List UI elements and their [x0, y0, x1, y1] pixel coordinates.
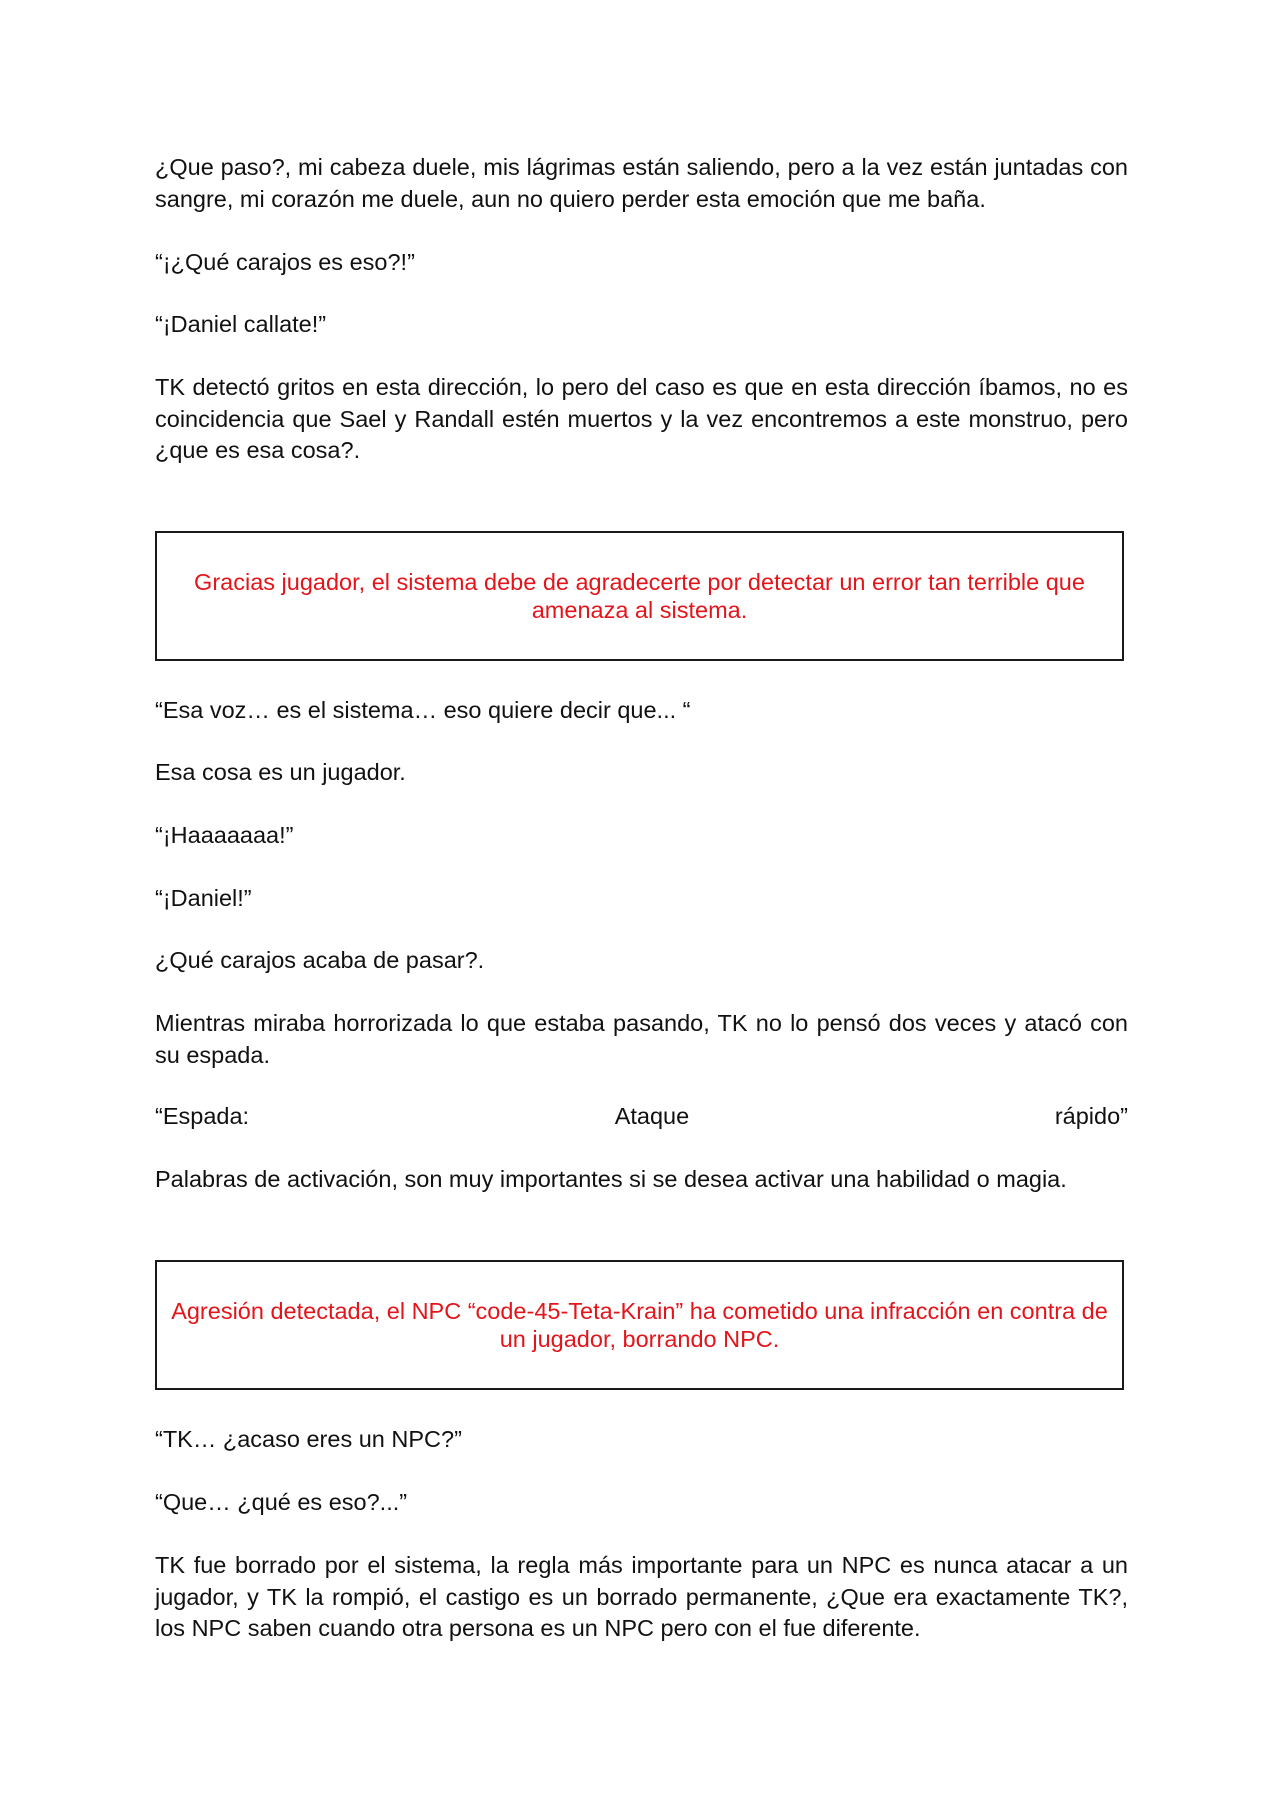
dialogue-3: “Esa voz… es el sistema… eso quiere decir que... “	[155, 697, 691, 723]
paragraph-3: Esa cosa es un jugador.	[155, 759, 406, 785]
system-message-1: Gracias jugador, el sistema debe de agradecerte por detectar un error tan terrible que amenaza al sistema.	[194, 569, 1085, 623]
system-message-box-1	[155, 531, 1124, 661]
skill-word-2: Ataque	[614, 1103, 690, 1129]
skill-word-3: rápido”	[1054, 1103, 1128, 1129]
paragraph-5: Mientras miraba horrorizada lo que estaba pasando, TK no lo pensó dos veces y atacó con su espada.	[155, 1010, 1128, 1068]
dialogue-5: “¡Daniel!”	[155, 885, 252, 911]
paragraph-2: TK detectó gritos en esta dirección, lo pero del caso es que en esta dirección íbamos, no es coincidencia que Sael y Randall estén muertos y la vez encontremos a este monstruo, pero ¿que es esa cosa?.	[155, 374, 1128, 463]
dialogue-1: “¡¿Qué carajos es eso?!”	[155, 249, 415, 275]
skill-word-1: “Espada:	[155, 1103, 250, 1129]
skill-activation-line	[155, 1101, 1128, 1133]
dialogue-4: “¡Haaaaaaa!”	[155, 822, 294, 848]
paragraph-1: ¿Que paso?, mi cabeza duele, mis lágrimas están saliendo, pero a la vez están juntadas con sangre, mi corazón me duele, aun no quiero perder esta emoción que me baña.	[155, 154, 1128, 212]
paragraph-6: Palabras de activación, son muy importantes si se desea activar una habilidad o magia.	[155, 1166, 1067, 1192]
system-message-2: Agresión detectada, el NPC “code-45-Teta-Krain” ha cometido una infracción en contra de un jugador, borrando NPC.	[171, 1298, 1108, 1352]
system-message-box-2	[155, 1260, 1124, 1390]
dialogue-6: “TK… ¿acaso eres un NPC?”	[155, 1426, 462, 1452]
dialogue-2: “¡Daniel callate!”	[155, 311, 327, 337]
paragraph-4: ¿Qué carajos acaba de pasar?.	[155, 947, 485, 973]
dialogue-7: “Que… ¿qué es eso?...”	[155, 1489, 408, 1515]
paragraph-7: TK fue borrado por el sistema, la regla más importante para un NPC es nunca atacar a un jugador, y TK la rompió, el castigo es un borrado permanente, ¿Que era exactamente TK?, los NPC saben cuando otra persona es un NPC pero con el fue diferente.	[155, 1552, 1128, 1641]
